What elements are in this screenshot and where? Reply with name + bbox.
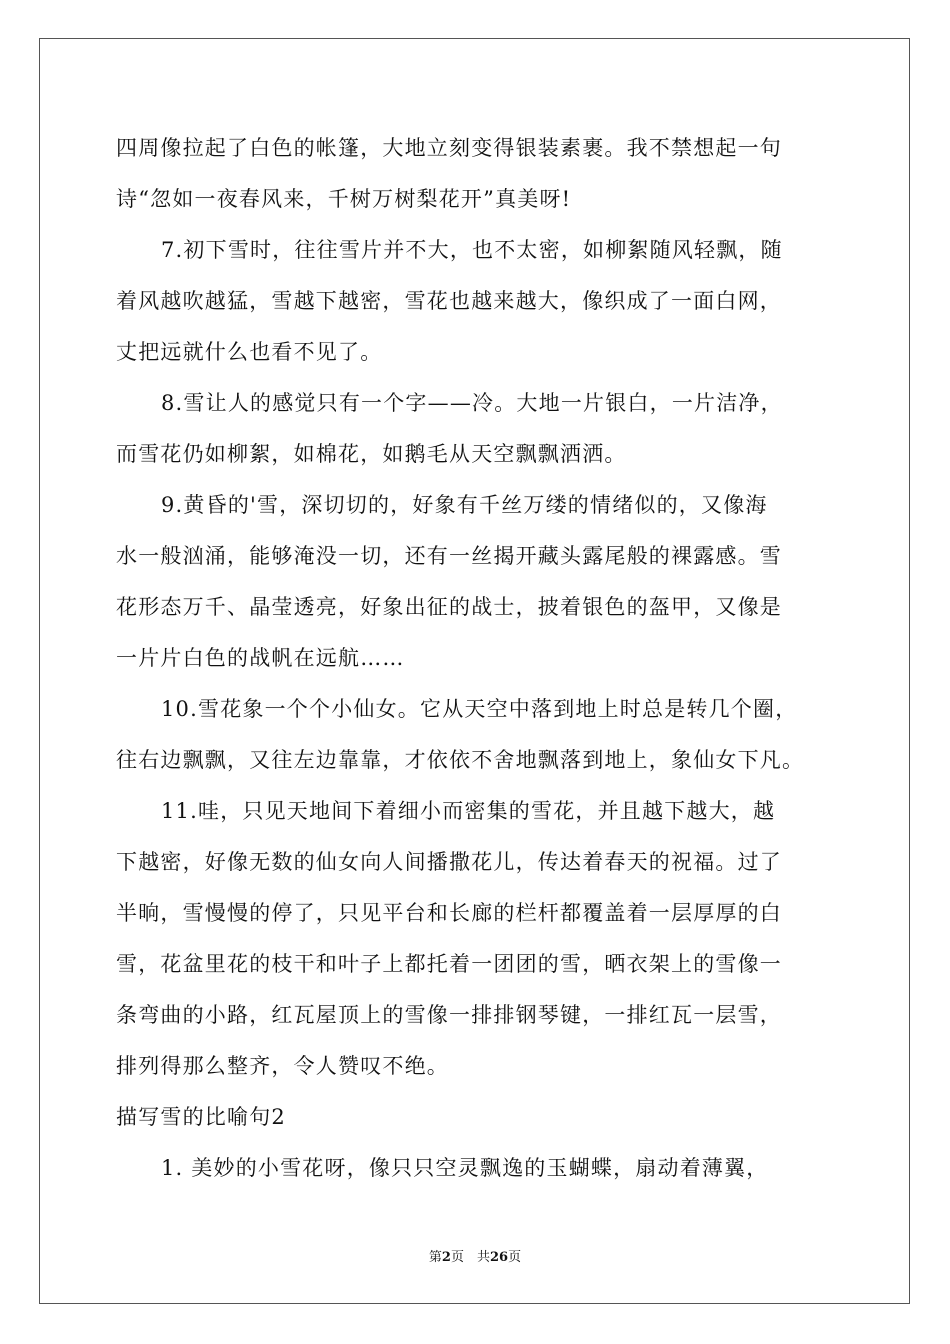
footer-suffix: 页 [508,1250,522,1265]
text-line: 雪，花盆里花的枝干和叶子上都托着一团团的雪，晒衣架上的雪像一 [116,952,782,976]
text-line: 排列得那么整齐，令人赞叹不绝。 [116,1054,449,1078]
text-line: 7.初下雪时，往往雪片并不大，也不太密，如柳絮随风轻飘，随 [161,238,783,262]
text-line: 条弯曲的小路，红瓦屋顶上的雪像一排排钢琴键，一排红瓦一层雪， [116,1003,782,1027]
text-line: 下越密，好像无数的仙女向人间播撒花儿，传达着春天的祝福。过了 [116,850,782,874]
text-line: 丈把远就什么也看不见了。 [116,340,383,364]
text-line: 半晌，雪慢慢的停了，只见平台和长廊的栏杆都覆盖着一层厚厚的白 [116,901,782,925]
text-line: 8.雪让人的感觉只有一个字——冷。大地一片银白，一片洁净， [161,391,783,415]
page-footer [0,1246,950,1265]
text-line: 四周像拉起了白色的帐篷，大地立刻变得银装素裹。我不禁想起一句 [116,136,782,160]
text-line: 水一般汹涌，能够淹没一切，还有一丝揭开藏头露尾般的裸露感。雪 [116,544,782,568]
footer-prefix: 第 [428,1250,442,1265]
text-line: 一片片白色的战帆在远航…… [116,646,405,670]
text-line: 花形态万千、晶莹透亮，好象出征的战士，披着银色的盔甲，又像是 [116,595,782,619]
section-heading: 描写雪的比喻句2 [116,1105,286,1129]
page-number: 2 [441,1250,451,1265]
text-line: 而雪花仍如柳絮，如棉花，如鹅毛从天空飘飘洒洒。 [116,442,627,466]
text-line: 10.雪花象一个个小仙女。它从天空中落到地上时总是转几个圈， [161,697,798,721]
text-line: 11.哇，只见天地间下着细小而密集的雪花，并且越下越大，越 [161,799,776,823]
text-line: 往右边飘飘，又往左边靠靠，才依依不舍地飘落到地上，象仙女下凡。 [116,748,805,772]
text-line: 9.黄昏的'雪，深切切的，好象有千丝万缕的情绪似的，又像海 [161,493,768,517]
text-line: 着风越吹越猛，雪越下越密，雪花也越来越大，像织成了一面白网， [116,289,782,313]
text-line: 1. 美妙的小雪花呀，像只只空灵飘逸的玉蝴蝶，扇动着薄翼， [161,1156,769,1180]
footer-middle: 页 共 [450,1250,490,1265]
page-total: 26 [489,1250,509,1265]
document-body [116,130,856,1201]
text-line: 诗“忽如一夜春风来，千树万树梨花开”真美呀! [116,187,572,211]
